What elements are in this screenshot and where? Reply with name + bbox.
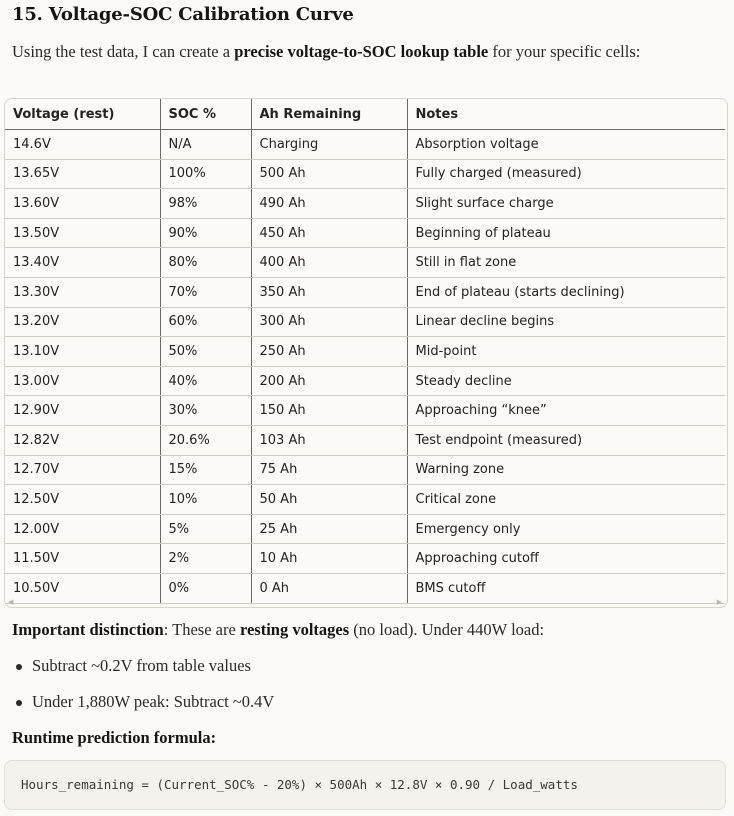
cell-soc: 100% [160,159,251,189]
cell-voltage: 12.70V [5,455,160,485]
cell-voltage: 11.50V [5,544,160,574]
cell-soc: 90% [160,218,251,248]
cell-voltage: 13.65V [5,159,160,189]
cell-notes: Absorption voltage [407,130,725,160]
cell-voltage: 12.82V [5,425,160,455]
table-row [5,277,725,307]
cell-notes: Test endpoint (measured) [407,425,725,455]
intro-paragraph [12,40,712,64]
cell-ah-remaining: 25 Ah [251,514,407,544]
cell-ah-remaining: 350 Ah [251,277,407,307]
cell-soc: 60% [160,307,251,337]
cell-notes: End of plateau (starts declining) [407,277,725,307]
load-adjustment-list [12,648,274,720]
cell-notes: Critical zone [407,485,725,515]
intro-text-end: for your specific cells: [488,42,641,61]
cell-ah-remaining: 10 Ah [251,544,407,574]
cell-notes: Slight surface charge [407,189,725,219]
cell-voltage: 12.50V [5,485,160,515]
cell-notes: Approaching “knee” [407,396,725,426]
cell-ah-remaining: 0 Ah [251,573,407,603]
cell-soc: 0% [160,573,251,603]
list-item: Subtract ~0.2V from table values [12,648,274,684]
cell-soc: 30% [160,396,251,426]
intro-emphasis: precise voltage-to-SOC lookup table [234,42,489,61]
table-row [5,218,725,248]
cell-ah-remaining: Charging [251,130,407,160]
table-row [5,307,725,337]
distinction-label: Important distinction [12,620,164,639]
cell-ah-remaining: 250 Ah [251,337,407,367]
cell-soc: 98% [160,189,251,219]
cell-soc: 70% [160,277,251,307]
cell-soc: 40% [160,366,251,396]
formula-code[interactable]: Hours_remaining = (Current_SOC% - 20%) × 500Ah × 12.8V × 0.90 / Load_watts [21,777,578,792]
distinction-emphasis: resting voltages [239,620,350,639]
table-row [5,544,725,574]
cell-soc: 50% [160,337,251,367]
cell-voltage: 14.6V [5,130,160,160]
cell-notes: Emergency only [407,514,725,544]
cell-voltage: 12.00V [5,514,160,544]
cell-soc: 5% [160,514,251,544]
cell-notes: Steady decline [407,366,725,396]
cell-voltage: 13.40V [5,248,160,278]
cell-voltage: 13.10V [5,337,160,367]
table-row [5,396,725,426]
cell-ah-remaining: 450 Ah [251,218,407,248]
cell-soc: N/A [160,130,251,160]
list-item: Under 1,880W peak: Subtract ~0.4V [12,684,274,720]
table-row [5,130,725,160]
soc-table-container[interactable] [4,98,728,608]
cell-notes: Still in flat zone [407,248,725,278]
cell-voltage: 13.50V [5,218,160,248]
cell-voltage: 10.50V [5,573,160,603]
cell-ah-remaining: 490 Ah [251,189,407,219]
cell-ah-remaining: 400 Ah [251,248,407,278]
cell-soc: 2% [160,544,251,574]
cell-soc: 10% [160,485,251,515]
cell-notes: Warning zone [407,455,725,485]
table-row [5,159,725,189]
scroll-right-icon[interactable]: ▶ [716,598,722,606]
cell-notes: BMS cutoff [407,573,725,603]
header-notes: Notes [407,99,725,130]
cell-notes: Mid-point [407,337,725,367]
cell-soc: 15% [160,455,251,485]
table-row [5,189,725,219]
table-row [5,425,725,455]
cell-ah-remaining: 103 Ah [251,425,407,455]
code-block[interactable] [4,760,726,810]
formula-heading: Runtime prediction formula: [12,728,217,747]
cell-soc: 80% [160,248,251,278]
header-ah-remaining: Ah Remaining [251,99,407,130]
cell-ah-remaining: 50 Ah [251,485,407,515]
cell-voltage: 13.00V [5,366,160,396]
distinction-text-end: (no load). Under 440W load: [349,620,545,639]
cell-ah-remaining: 300 Ah [251,307,407,337]
header-soc: SOC % [160,99,251,130]
table-body [5,130,725,604]
header-voltage: Voltage (rest) [5,99,160,130]
cell-ah-remaining: 150 Ah [251,396,407,426]
cell-voltage: 13.30V [5,277,160,307]
horizontal-scrollbar[interactable] [5,597,725,607]
cell-notes: Beginning of plateau [407,218,725,248]
table-row [5,248,725,278]
table-row [5,337,725,367]
distinction-text: : These are [163,620,240,639]
section-title: 15. Voltage-SOC Calibration Curve [12,4,354,25]
cell-voltage: 13.60V [5,189,160,219]
intro-text: Using the test data, I can create a [12,42,235,61]
cell-voltage: 13.20V [5,307,160,337]
cell-ah-remaining: 200 Ah [251,366,407,396]
table-row [5,514,725,544]
cell-notes: Fully charged (measured) [407,159,725,189]
cell-ah-remaining: 500 Ah [251,159,407,189]
cell-soc: 20.6% [160,425,251,455]
cell-ah-remaining: 75 Ah [251,455,407,485]
table-header-row [5,99,725,130]
voltage-soc-table [5,99,725,604]
distinction-paragraph [12,620,544,640]
table-row [5,485,725,515]
cell-notes: Approaching cutoff [407,544,725,574]
cell-notes: Linear decline begins [407,307,725,337]
scroll-left-icon[interactable]: ◀ [8,598,14,606]
cell-voltage: 12.90V [5,396,160,426]
table-row [5,455,725,485]
table-row [5,366,725,396]
